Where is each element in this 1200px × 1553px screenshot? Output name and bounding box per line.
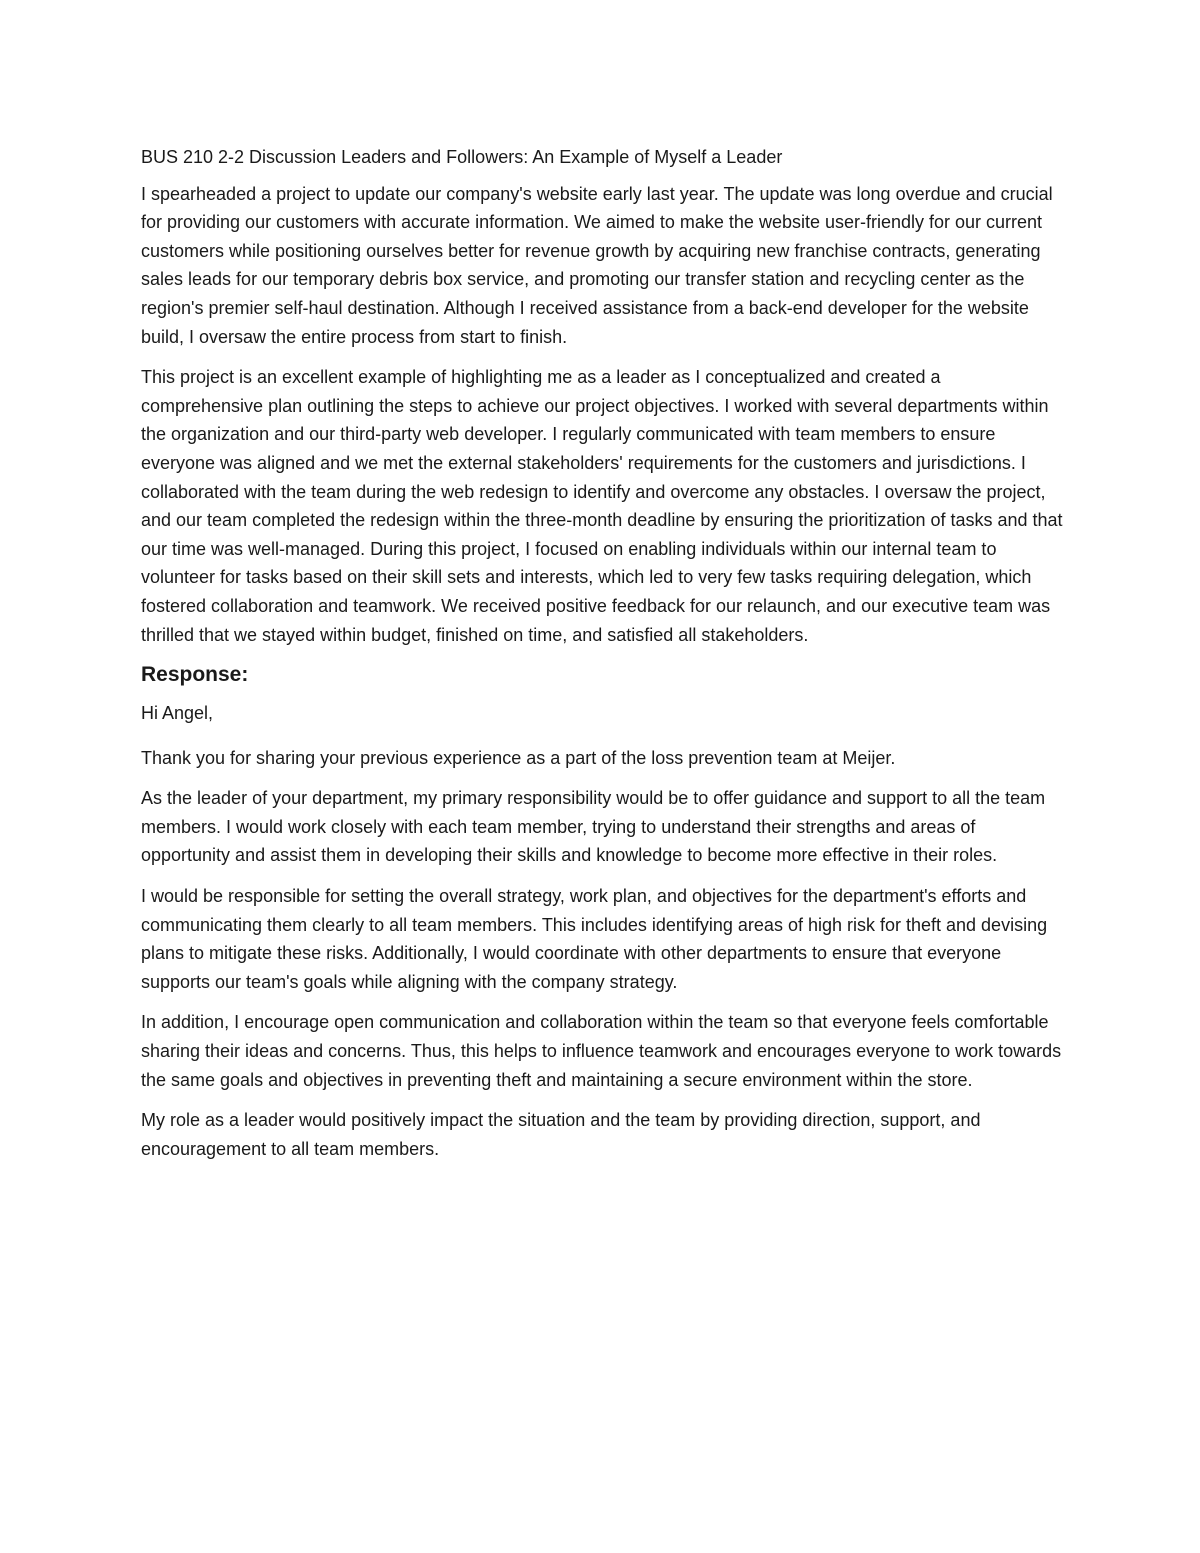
response-paragraph-impact: My role as a leader would positively impact the situation and the team by providing direction, support, and encouragement to all team members. — [141, 1110, 981, 1159]
response-paragraph-responsibility: As the leader of your department, my primary responsibility would be to offer guidance and support to all the team members. I would work closely with each team member, trying to understand their strengths and areas of opportunity and assist them in developing their skills and knowledge to become more effective in their roles. — [141, 788, 1046, 866]
response-paragraph-thanks: Thank you for sharing your previous experience as a part of the loss prevention team at Meijer. — [141, 747, 896, 768]
response-paragraph-strategy: I would be responsible for setting the overall strategy, work plan, and objectives for the department's efforts and communicating them clearly to all team members. This includes identifying areas of high risk for theft and devising plans to mitigate these risks. Additionally, I would coordinate with other departments to ensure that everyone supports our team's goals while aligning with the company strategy. — [141, 886, 1048, 992]
response-paragraph-communication: In addition, I encourage open communication and collaboration within the team so that everyone feels comfortable sharing their ideas and concerns. Thus, this helps to influence teamwork and encourages everyone to work towards the same goals and objectives in preventing theft and maintaining a secure environment within the store. — [141, 1012, 1062, 1090]
response-greeting: Hi Angel, — [141, 703, 214, 724]
document-title: BUS 210 2-2 Discussion Leaders and Followers: An Example of Myself a Leader — [141, 147, 783, 167]
paragraph-leadership-example: This project is an excellent example of highlighting me as a leader as I conceptualized and created a comprehensive plan outlining the steps to achieve our project objectives. I worked with several departments within the organization and our third-party web developer. I regularly communicated with team members to ensure everyone was aligned and we met the external stakeholders' requirements for the customers and jurisdictions. I collaborated with the team during the web redesign to identify and overcome any obstacles. I oversaw the project, and our team completed the redesign within the three-month deadline by ensuring the prioritization of tasks and that our time was well-managed. During this project, I focused on enabling individuals within our internal team to volunteer for tasks based on their skill sets and interests, which led to very few tasks requiring delegation, which fostered collaboration and teamwork. We received positive feedback for our relaunch, and our executive team was thrilled that we stayed within budget, finished on time, and satisfied all stakeholders. — [141, 367, 1063, 645]
document-page — [141, 143, 1063, 1175]
paragraph-project-summary: I spearheaded a project to update our company's website early last year. The update was long overdue and crucial for providing our customers with accurate information. We aimed to make the website user-friendly for our current customers while positioning ourselves better for revenue growth by acquiring new franchise contracts, generating sales leads for our temporary debris box service, and promoting our transfer station and recycling center as the region's premier self-haul destination. Although I received assistance from a back-end developer for the website build, I oversaw the entire process from start to finish. — [141, 183, 1053, 347]
response-heading: Response: — [141, 663, 249, 687]
